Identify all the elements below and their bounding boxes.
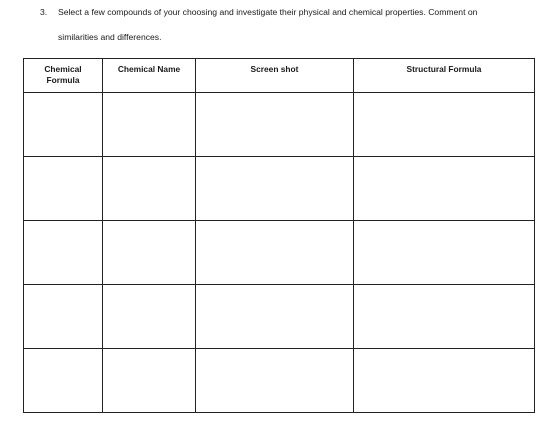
question-text-line1: Select a few compounds of your choosing and investigate their physical and chemical properties. Comment on xyxy=(58,7,478,17)
question-text-line2: similarities and differences. xyxy=(58,32,162,42)
table-cell[interactable] xyxy=(196,349,354,413)
table-cell[interactable] xyxy=(196,221,354,285)
header-chemical-formula: Chemical Formula xyxy=(24,59,103,93)
table-cell[interactable] xyxy=(196,93,354,157)
header-screen-shot: Screen shot xyxy=(196,59,354,93)
table-cell[interactable] xyxy=(24,157,103,221)
question-number: 3. xyxy=(40,7,48,17)
table-row xyxy=(24,93,535,157)
compound-table xyxy=(23,58,535,413)
header-row xyxy=(24,59,535,93)
table-cell[interactable] xyxy=(196,157,354,221)
table-cell[interactable] xyxy=(103,285,196,349)
table-row xyxy=(24,157,535,221)
table-cell[interactable] xyxy=(196,285,354,349)
table-row xyxy=(24,285,535,349)
table-cell[interactable] xyxy=(103,93,196,157)
table-row xyxy=(24,221,535,285)
header-structural-formula: Structural Formula xyxy=(354,59,535,93)
table-cell[interactable] xyxy=(24,221,103,285)
table-cell[interactable] xyxy=(354,285,535,349)
table-cell[interactable] xyxy=(24,93,103,157)
table-cell[interactable] xyxy=(354,93,535,157)
table-row xyxy=(24,349,535,413)
table-cell[interactable] xyxy=(354,349,535,413)
table-cell[interactable] xyxy=(103,349,196,413)
table-cell[interactable] xyxy=(103,221,196,285)
table-cell[interactable] xyxy=(24,349,103,413)
table-cell[interactable] xyxy=(354,157,535,221)
table-cell[interactable] xyxy=(24,285,103,349)
table-cell[interactable] xyxy=(103,157,196,221)
header-chemical-name: Chemical Name xyxy=(103,59,196,93)
table-cell[interactable] xyxy=(354,221,535,285)
